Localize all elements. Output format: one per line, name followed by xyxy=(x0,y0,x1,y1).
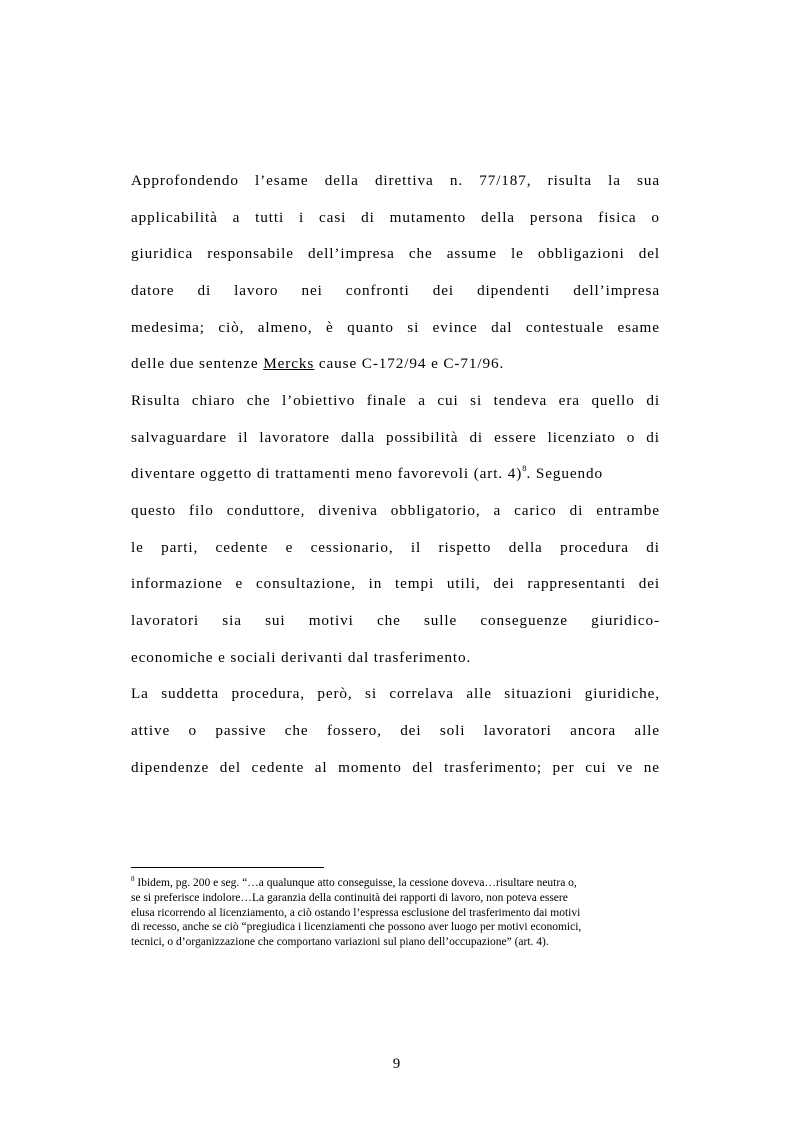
body-line: economiche e sociali derivanti dal trasferimento. xyxy=(131,649,472,666)
word: cedente xyxy=(251,759,305,776)
word: confronti xyxy=(345,282,410,299)
footnote-number: 8 xyxy=(131,875,135,883)
word: si xyxy=(365,685,377,702)
word: il xyxy=(238,429,249,446)
footnote-line: se si preferisce indolore…La garanzia della continuità dei rapporti di lavoro, non poteva essere xyxy=(131,892,568,904)
word: n. xyxy=(449,172,464,189)
word: diveniva xyxy=(318,502,378,519)
word: datore xyxy=(131,282,175,299)
body-line xyxy=(131,355,660,373)
word: alle xyxy=(634,722,660,739)
word: di xyxy=(646,392,660,409)
body-line xyxy=(131,319,660,337)
word: dei xyxy=(493,575,515,592)
word: contestuale xyxy=(525,319,605,336)
word: giuridiche, xyxy=(584,685,660,702)
word: direttiva xyxy=(374,172,434,189)
word: quello xyxy=(591,392,635,409)
word: dal xyxy=(491,319,513,336)
word: questo xyxy=(131,502,177,519)
word: e xyxy=(235,575,244,592)
word: dalla xyxy=(340,429,375,446)
word: entrambe xyxy=(596,502,660,519)
word: assume xyxy=(446,245,497,262)
word: di xyxy=(469,429,484,446)
word: essere xyxy=(494,429,537,446)
word: situazioni xyxy=(504,685,573,702)
word: a xyxy=(493,502,502,519)
word: di xyxy=(361,209,375,226)
word: che xyxy=(377,612,401,629)
word: conseguenze xyxy=(480,612,568,629)
body-text: diventare oggetto di trattamenti meno favorevoli (art. 4) xyxy=(131,465,523,482)
word: però, xyxy=(317,685,353,702)
body-text: . Seguendo xyxy=(526,465,603,482)
word: era xyxy=(558,392,580,409)
word: dipendenze xyxy=(131,759,210,776)
word: fossero, xyxy=(326,722,382,739)
word: esame xyxy=(617,319,660,336)
body-line xyxy=(131,392,660,410)
word: Risulta xyxy=(131,392,181,409)
word: Approfondendo xyxy=(131,172,239,189)
word: e xyxy=(285,539,294,556)
word: obbligatorio, xyxy=(390,502,481,519)
word: motivi xyxy=(308,612,354,629)
body-line xyxy=(131,575,660,593)
word: sulle xyxy=(424,612,458,629)
body-line xyxy=(131,722,660,740)
word: dell’impresa xyxy=(308,245,395,262)
footnote-reference[interactable]: 8 xyxy=(522,463,527,473)
word: cui xyxy=(585,759,607,776)
word: che xyxy=(408,245,433,262)
word: ve xyxy=(617,759,634,776)
mercks-case-link[interactable]: Mercks xyxy=(263,355,315,372)
word: le xyxy=(510,245,524,262)
word: La xyxy=(131,685,149,702)
page-number: 9 xyxy=(392,1056,401,1072)
word: del xyxy=(412,759,434,776)
word: che xyxy=(284,722,309,739)
word: possibilità xyxy=(386,429,459,446)
body-text: delle due sentenze xyxy=(131,355,264,372)
word: l’esame xyxy=(255,172,309,189)
word: tendeva xyxy=(493,392,548,409)
body-line xyxy=(131,172,660,190)
word: fisica xyxy=(598,209,637,226)
word: i xyxy=(299,209,305,226)
word: cedente xyxy=(215,539,269,556)
word: passive xyxy=(215,722,267,739)
word: persona xyxy=(529,209,584,226)
body-text: cause C-172/94 e C-71/96. xyxy=(314,355,505,372)
word: le xyxy=(131,539,144,556)
word: licenziato xyxy=(547,429,616,446)
word: dell’impresa xyxy=(573,282,660,299)
word: l’obiettivo xyxy=(282,392,356,409)
body-line xyxy=(131,612,660,630)
word: finale xyxy=(366,392,407,409)
word: per xyxy=(552,759,575,776)
body-line xyxy=(131,759,660,777)
word: dei xyxy=(638,575,660,592)
word: cessionario, xyxy=(310,539,394,556)
word: 77/187, xyxy=(479,172,532,189)
footnote-line xyxy=(131,876,660,890)
word: obbligazioni xyxy=(537,245,625,262)
word: evince xyxy=(432,319,478,336)
word: si xyxy=(470,392,483,409)
word: utili, xyxy=(446,575,481,592)
word: risulta xyxy=(547,172,592,189)
word: trasferimento; xyxy=(444,759,542,776)
footnote-line: di recesso, anche se ciò “pregiudica i licenziamenti che possono aver luogo per motivi economici, xyxy=(131,921,582,933)
word: al xyxy=(314,759,328,776)
footnote-line: tecnici, o d’organizzazione che comportano variazioni sul piano dell’occupazione” (art. 4). xyxy=(131,936,549,948)
body-line xyxy=(131,282,660,300)
word: che xyxy=(246,392,271,409)
word: casi xyxy=(319,209,347,226)
word: il xyxy=(410,539,422,556)
word: ciò, xyxy=(218,319,245,336)
word: sia xyxy=(222,612,242,629)
word: momento xyxy=(338,759,402,776)
word: nei xyxy=(301,282,323,299)
body-line xyxy=(131,685,660,703)
word: a xyxy=(232,209,241,226)
word: carico xyxy=(514,502,557,519)
word: di xyxy=(646,429,660,446)
word: di xyxy=(569,502,584,519)
word: quanto xyxy=(347,319,394,336)
word: la xyxy=(608,172,621,189)
word: o xyxy=(651,209,660,226)
body-line xyxy=(131,502,660,520)
word: tutti xyxy=(255,209,285,226)
word: tempi xyxy=(395,575,435,592)
word: correlava xyxy=(389,685,454,702)
word: è xyxy=(325,319,334,336)
word: procedura xyxy=(560,539,629,556)
word: di xyxy=(197,282,212,299)
word: chiaro xyxy=(191,392,236,409)
body-line xyxy=(131,209,660,227)
body-line xyxy=(131,245,660,263)
word: lavoratore xyxy=(259,429,330,446)
word: alle xyxy=(466,685,492,702)
word: della xyxy=(480,209,515,226)
word: del xyxy=(638,245,660,262)
word: dei xyxy=(400,722,422,739)
word: a xyxy=(418,392,426,409)
word: del xyxy=(219,759,241,776)
footnote-line: elusa ricorrendo al licenziamento, a ciò ostando l’espressa esclusione del trasferimento dai motivi xyxy=(131,907,581,919)
word: conduttore, xyxy=(226,502,306,519)
word: consultazione, xyxy=(255,575,356,592)
word: o xyxy=(626,429,636,446)
word: della xyxy=(508,539,543,556)
word: di xyxy=(646,539,660,556)
word: della xyxy=(324,172,359,189)
body-line xyxy=(131,539,660,557)
word: sua xyxy=(637,172,660,189)
word: applicabilità xyxy=(131,209,218,226)
word: suddetta xyxy=(161,685,220,702)
word: informazione xyxy=(131,575,223,592)
word: lavoratori xyxy=(483,722,552,739)
word: dipendenti xyxy=(477,282,551,299)
word: in xyxy=(368,575,383,592)
word: filo xyxy=(189,502,214,519)
word: salvaguardare xyxy=(131,429,228,446)
word: soli xyxy=(439,722,466,739)
footnote-text: Ibidem, pg. 200 e seg. “…a qualunque atto conseguisse, la cessione doveva…risultare neutra o, xyxy=(134,877,577,889)
footnote-separator xyxy=(131,867,324,868)
word: parti, xyxy=(161,539,199,556)
body-line xyxy=(131,465,660,483)
word: medesima; xyxy=(131,319,205,336)
word: sui xyxy=(265,612,286,629)
word: rispetto xyxy=(438,539,492,556)
word: mutamento xyxy=(389,209,467,226)
word: ne xyxy=(643,759,660,776)
word: attive xyxy=(131,722,171,739)
word: ancora xyxy=(570,722,617,739)
word: o xyxy=(188,722,198,739)
word: almeno, xyxy=(257,319,313,336)
word: procedura, xyxy=(231,685,305,702)
word: responsabile xyxy=(207,245,294,262)
word: si xyxy=(407,319,420,336)
body-line xyxy=(131,429,660,447)
word: cui xyxy=(437,392,459,409)
word: giuridico- xyxy=(591,612,660,629)
word: giuridica xyxy=(131,245,194,262)
word: rappresentanti xyxy=(527,575,626,592)
word: lavoratori xyxy=(131,612,200,629)
word: lavoro xyxy=(234,282,279,299)
word: dei xyxy=(432,282,454,299)
